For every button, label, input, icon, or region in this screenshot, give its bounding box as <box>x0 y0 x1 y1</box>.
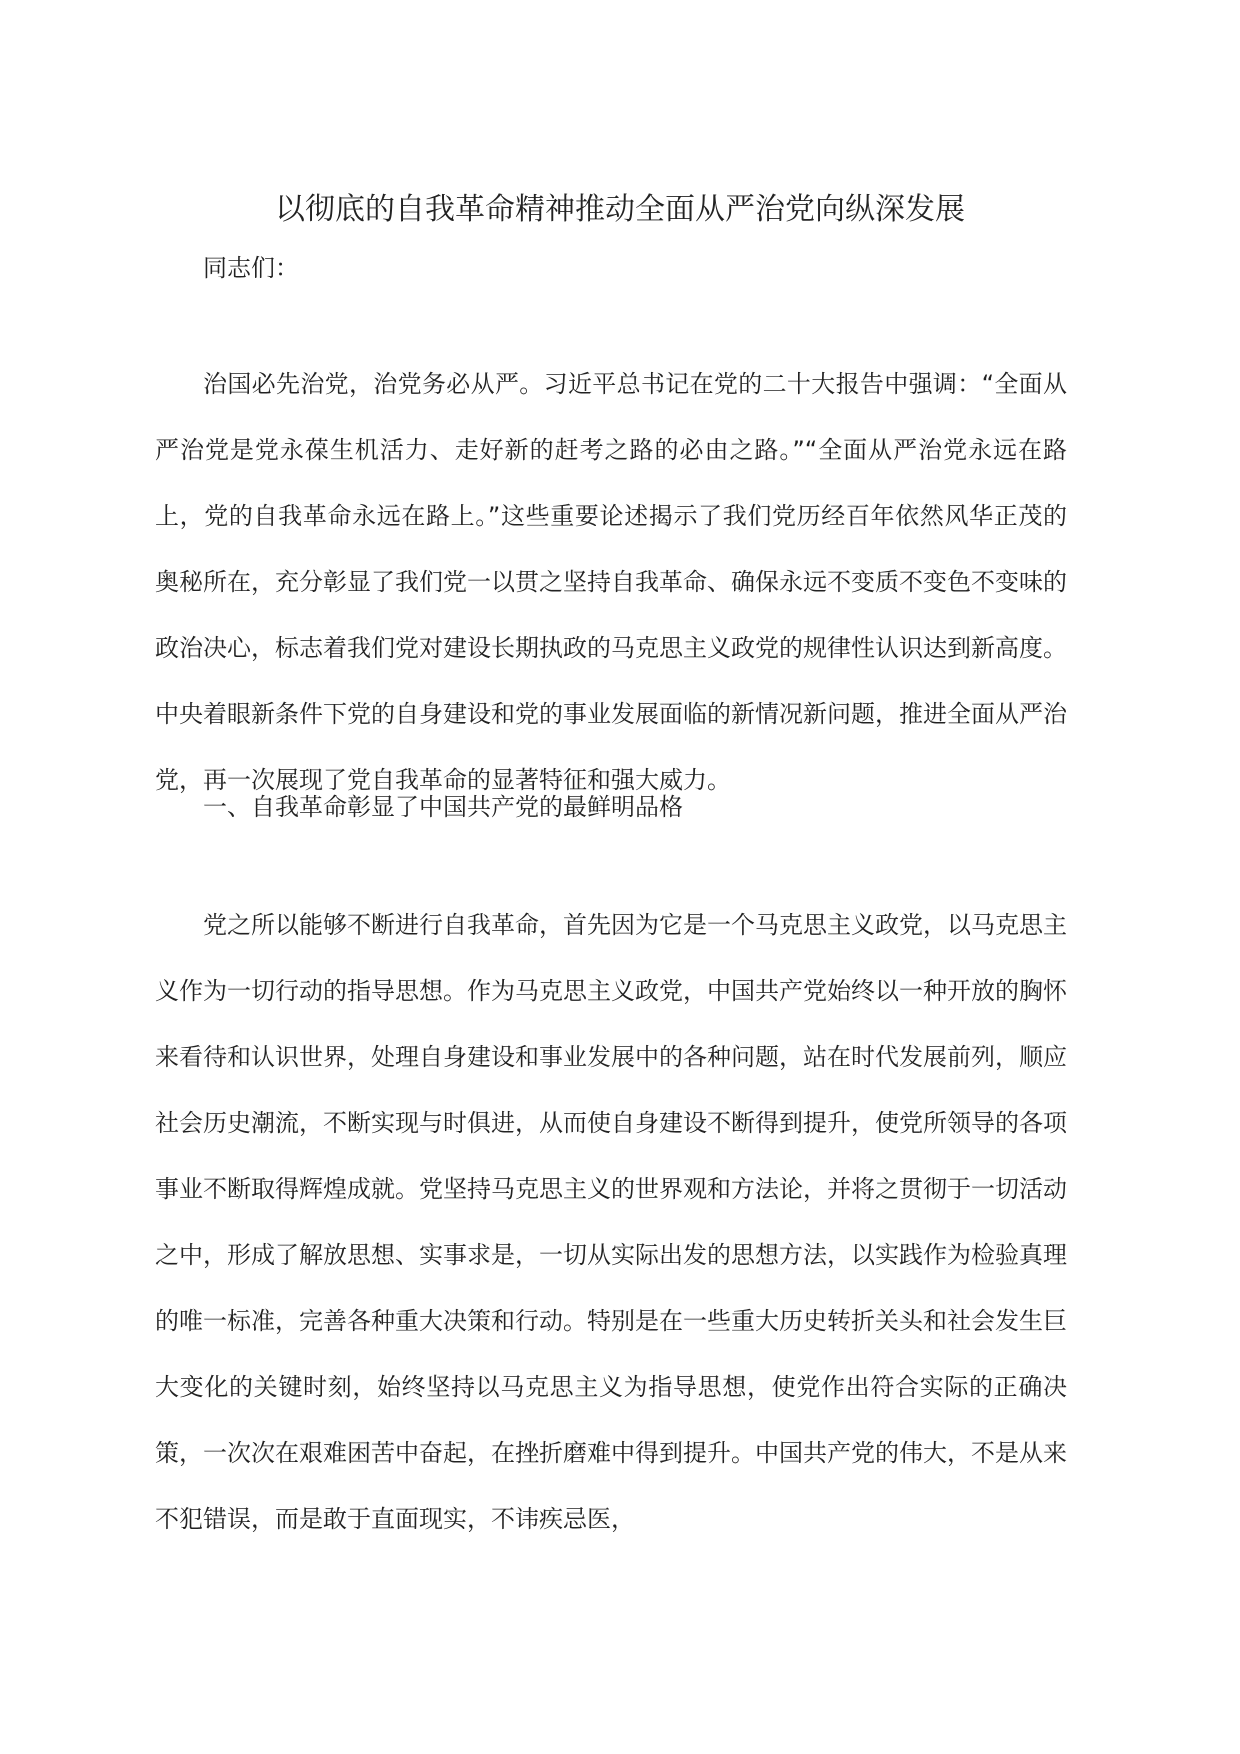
paragraph-section-1: 党之所以能够不断进行自我革命，首先因为它是一个马克思主义政党，以马克思主义作为一切行动的指导思想。作为马克思主义政党，中国共产党始终以一种开放的胸怀来看待和认识世界，处理自身建设和事业发展中的各种问题，站在时代发展前列，顺应社会历史潮流，不断实现与时俱进，从而使自身建设不断得到提升，使党所领导的各项事业不断取得辉煌成就。党坚持马克思主义的世界观和方法论，并将之贯彻于一切活动之中，形成了解放思想、实事求是，一切从实际出发的思想方法，以实践作为检验真理的唯一标准，完善各种重大决策和行动。特别是在一些重大历史转折关头和社会发生巨大变化的关键时刻，始终坚持以马克思主义为指导思想，使党作出符合实际的正确决策，一次次在艰难困苦中奋起，在挫折磨难中得到提升。中国共产党的伟大，不是从来不犯错误，而是敢于直面现实，不讳疾忌医， <box>155 911 1067 1533</box>
salutation: 同志们： <box>203 254 299 282</box>
section-heading-1: 一、自我革命彰显了中国共产党的最鲜明品格 <box>203 793 683 821</box>
paragraph-intro: 治国必先治党，治党务必从严。习近平总书记在党的二十大报告中强调：“全面从严治党是党永葆生机活力、走好新的赶考之路的必由之路。”“全面从严治党永远在路上，党的自我革命永远在路上。”这些重要论述揭示了我们党历经百年依然风华正茂的奥秘所在，充分彰显了我们党一以贯之坚持自我革命、确保永远不变质不变色不变味的政治决心，标志着我们党对建设长期执政的马克思主义政党的规律性认识达到新高度。中央着眼新条件下党的自身建设和党的事业发展面临的新情况新问题，推进全面从严治党，再一次展现了党自我革命的显著特征和强大威力。 <box>155 370 1067 794</box>
document-title: 以彻底的自我革命精神推动全面从严治党向纵深发展 <box>275 192 965 227</box>
